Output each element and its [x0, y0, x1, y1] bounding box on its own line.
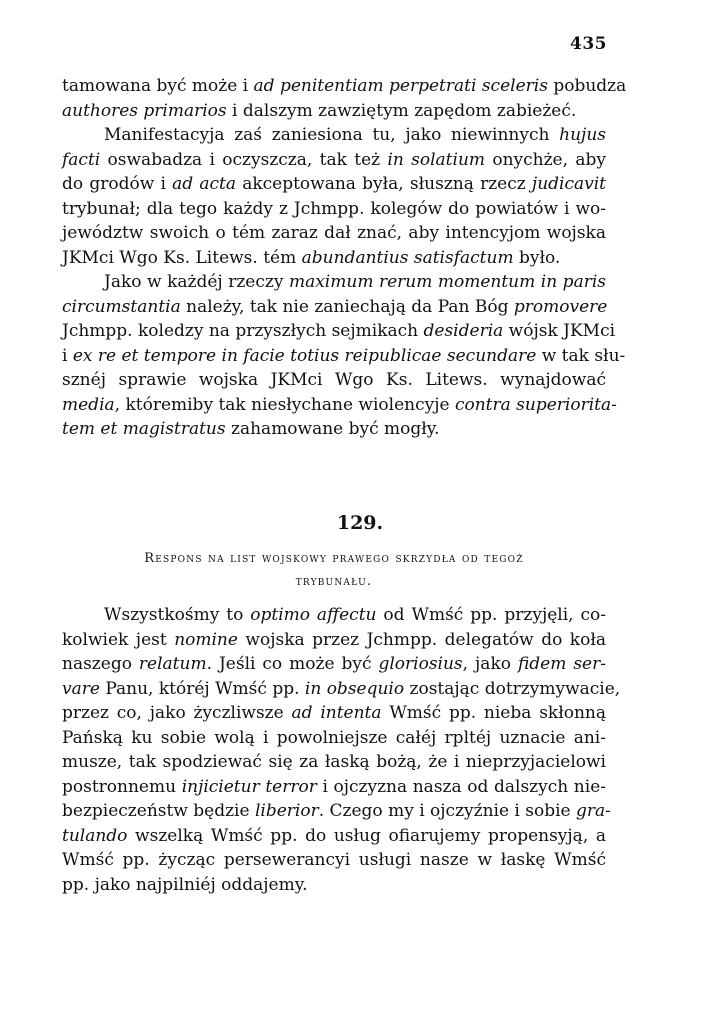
text-line — [62, 344, 626, 369]
text-run: od Wmść pp. przyjęli, co- — [376, 605, 607, 625]
text-run: zostając dotrzymywacie, — [404, 678, 621, 699]
text-line — [62, 221, 606, 246]
text-line — [62, 873, 606, 898]
text-line — [62, 677, 621, 702]
text-run: jewództw swoich o tém zaraz dał znać, aby intencyjom wojska — [62, 223, 606, 243]
latin-phrase: liberior — [254, 801, 319, 821]
document-title-line-1: Respons na list wojskowy prawego skrzydła od tegoż — [144, 551, 524, 566]
text-line — [62, 726, 606, 751]
text-block-continuation — [62, 74, 627, 442]
latin-phrase: hujus — [559, 125, 606, 145]
text-run: pp. jako najpilniéj oddajemy. — [62, 874, 308, 895]
latin-phrase: circumstantia — [62, 296, 181, 317]
text-run: w tak słu- — [536, 345, 626, 366]
text-run: wszelką Wmść pp. do usług ofiarujemy propensyją, a — [127, 825, 606, 846]
text-line — [62, 417, 606, 442]
text-line — [62, 295, 606, 320]
text-run: Jchmpp. koledzy na przyszłych sejmikach — [62, 321, 424, 341]
latin-phrase: in solatium — [387, 149, 486, 170]
text-run: Pańską ku sobie wolą i powolniejsze całéj rpltéj uznacie ani- — [62, 727, 606, 748]
text-run: , jako — [462, 654, 518, 674]
text-run: należy, tak nie zaniechają da Pan Bóg — [180, 296, 514, 317]
latin-phrase: judicavit — [531, 174, 606, 194]
text-line — [62, 99, 606, 124]
text-line — [62, 74, 627, 99]
text-run: Manifestacyja zaś zaniesiona tu, jako niewinnych — [104, 125, 560, 145]
text-run: Wmść pp. nieba skłonną — [381, 703, 606, 723]
text-run: Wszystkośmy to — [104, 605, 251, 625]
text-line — [62, 393, 617, 418]
text-line — [62, 701, 606, 726]
latin-phrase: maximum rerum momentum in paris — [288, 272, 606, 292]
text-run: bezpieczeństw będzie — [62, 801, 255, 821]
latin-phrase: media — [62, 394, 115, 415]
text-run: JKMci Wgo Ks. Litews. tém — [62, 247, 302, 268]
text-run: akceptowana była, słuszną rzecz — [235, 174, 532, 194]
document-title-line-2: trybunału. — [295, 574, 373, 589]
text-line — [62, 319, 616, 344]
text-run: oswabadza i oczyszcza, tak też — [100, 149, 388, 170]
text-run: Panu, któréj Wmść pp. — [99, 678, 305, 699]
text-run: postronnemu — [62, 776, 182, 797]
text-line — [62, 148, 606, 173]
text-line — [62, 775, 606, 800]
latin-phrase: injicietur terror — [181, 776, 317, 797]
text-run: pobudza — [547, 76, 627, 96]
text-line — [62, 197, 606, 222]
text-run: i dalszym zawziętym zapędom zabieżeć. — [226, 100, 577, 121]
text-run: sznéj sprawie wojska JKMci Wgo Ks. Litews. wynajdować — [62, 370, 606, 390]
text-run: . Czego my i ojczyźnie i sobie — [318, 801, 577, 821]
text-run: i — [62, 345, 73, 366]
text-line — [62, 368, 606, 393]
text-line — [62, 848, 606, 873]
text-run: kolwiek jest — [62, 629, 175, 650]
text-run: Wmść pp. życząc persewerancyi usługi nasze w łaskę Wmść — [62, 850, 606, 870]
latin-phrase: ad intenta — [291, 703, 382, 723]
latin-phrase: promovere — [513, 296, 608, 317]
text-run: musze, tak spodziewać się za łaską bożą, że i nieprzyjacielowi — [62, 752, 606, 772]
text-run: zahamowane być mogły. — [225, 419, 440, 439]
text-line — [62, 603, 606, 628]
latin-phrase: nomine — [174, 629, 238, 650]
text-run: przez co, jako życzliwsze — [62, 703, 292, 723]
latin-phrase: contra superiorita- — [454, 394, 617, 415]
text-line — [62, 652, 606, 677]
text-run: , któremiby tak niesłychane wiolencyje — [114, 394, 455, 415]
latin-phrase: optimo affectu — [250, 605, 377, 625]
text-run: naszego — [62, 654, 139, 674]
text-line — [62, 628, 606, 653]
text-block-letter — [62, 603, 621, 897]
latin-phrase: desideria — [423, 321, 504, 341]
text-run: do grodów i — [62, 174, 173, 194]
text-run: trybunał; dla tego każdy z Jchmpp. kolegów do powiatów i wo- — [62, 198, 606, 219]
text-line — [62, 799, 611, 824]
latin-phrase: ex re et tempore in facie totius reipublicae secundare — [72, 345, 537, 366]
latin-phrase: tulando — [62, 825, 128, 846]
text-line — [62, 824, 606, 849]
latin-phrase: gra- — [576, 801, 611, 821]
text-run: i ojczyzna nasza od dalszych nie- — [316, 776, 606, 797]
text-run: onychże, aby — [485, 149, 606, 170]
text-run: było. — [513, 247, 561, 268]
text-run: Jako w każdéj rzeczy — [104, 272, 289, 292]
page-number: 435 — [570, 34, 607, 54]
text-run: . Jeśli co może być — [206, 654, 379, 674]
latin-phrase: in obsequio — [304, 678, 405, 699]
text-run: wójsk JKMci — [503, 321, 616, 341]
latin-phrase: tem et magistratus — [62, 419, 226, 439]
latin-phrase: ad penitentiam perpetrati sceleris — [253, 76, 548, 96]
text-run: tamowana być może i — [62, 76, 254, 96]
latin-phrase: authores primarios — [62, 100, 227, 121]
latin-phrase: facti — [62, 149, 101, 170]
text-line — [62, 172, 606, 197]
text-line — [62, 246, 606, 271]
latin-phrase: relatum — [138, 654, 207, 674]
text-line — [62, 750, 606, 775]
latin-phrase: vare — [62, 678, 100, 699]
latin-phrase: ad acta — [172, 174, 236, 194]
latin-phrase: gloriosius — [378, 654, 463, 674]
latin-phrase: abundantius satisfactum — [301, 247, 514, 268]
document-title — [62, 547, 606, 593]
text-line — [62, 270, 606, 295]
latin-phrase: fidem ser- — [517, 654, 606, 674]
document-number: 129. — [336, 512, 384, 534]
text-line — [62, 123, 606, 148]
text-run: wojska przez Jchmpp. delegatów do koła — [237, 629, 606, 650]
